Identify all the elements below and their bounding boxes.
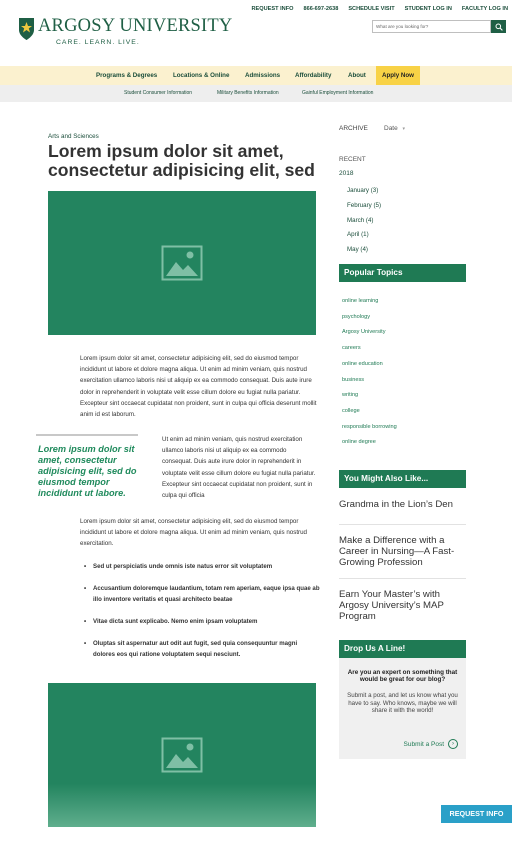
nav-programs-degrees[interactable]: Programs & Degrees xyxy=(96,72,158,79)
student-login-link[interactable]: STUDENT LOG IN xyxy=(404,6,452,12)
article-bullet-list xyxy=(84,561,320,671)
search-bar xyxy=(372,20,506,33)
topic-link[interactable]: writing xyxy=(342,392,359,399)
date-select-value: Date xyxy=(384,125,398,132)
archive-months xyxy=(347,184,381,258)
sub-nav xyxy=(0,85,512,102)
article-paragraph-3: Lorem ipsum dolor sit amet, consectetur adipisicing elit, sed do eiusmod tempor incididunt ut labore et dolore magna aliqua. Ut enim ad minim veniam, quis nostrud exercitation. xyxy=(80,518,307,548)
pull-quote-text: Lorem ipsum dolor sit amet, consectetur adipisicing elit, sed do eiusmod tempor incididunt ut labore. xyxy=(38,444,137,498)
drop-us-a-line-header: Drop Us A Line! xyxy=(339,640,466,658)
related-post-link[interactable]: Make a Difference with a Career in Nursing—A Fast-Growing Profession xyxy=(339,525,466,579)
related-posts-header: You Might Also Like... xyxy=(339,470,466,488)
pull-quote xyxy=(36,434,138,499)
topic-link[interactable]: careers xyxy=(342,345,361,352)
secondary-image xyxy=(48,683,316,827)
hero-image xyxy=(48,191,316,335)
submit-post-link[interactable] xyxy=(404,739,458,749)
image-placeholder-icon xyxy=(161,245,203,281)
article-title: Lorem ipsum dolor sit amet, consectetur adipisicing elit, sed xyxy=(48,141,315,180)
topic-link[interactable]: Argosy University xyxy=(342,329,386,336)
request-info-link[interactable]: REQUEST INFO xyxy=(251,6,294,12)
list-item: • Oluptas sit aspernatur aut odit aut fugit, sed quia consequuntur magni dolores eos qui ratione voluptatem sequi nesciunt. xyxy=(84,638,320,660)
topic-link[interactable]: college xyxy=(342,407,360,414)
drop-question: Are you an expert on something that would be great for our blog? xyxy=(347,669,458,684)
topic-link[interactable]: online learning xyxy=(342,298,379,304)
schedule-visit-link[interactable]: SCHEDULE VISIT xyxy=(348,6,395,12)
article-category[interactable]: Arts and Sciences xyxy=(48,133,99,140)
topic-link[interactable]: online degree xyxy=(342,439,376,446)
nav-affordability[interactable]: Affordability xyxy=(295,72,332,79)
date-select[interactable] xyxy=(384,125,405,132)
search-button[interactable] xyxy=(491,20,506,33)
nav-admissions[interactable]: Admissions xyxy=(245,72,281,79)
archive-month-link[interactable]: March (4) xyxy=(347,216,374,224)
nav-locations-online[interactable]: Locations & Online xyxy=(173,72,230,79)
submit-post-label: Submit a Post xyxy=(403,740,444,748)
archive-year[interactable]: 2018 xyxy=(339,170,354,177)
topic-link[interactable]: responsible borrowing xyxy=(342,423,397,430)
drop-description: Submit a post, and let us know what you have to say. Who knows, maybe we will share it with the world! xyxy=(347,692,458,714)
archive-month-link[interactable]: January (3) xyxy=(347,187,379,194)
popular-topics-header: Popular Topics xyxy=(339,264,466,282)
recent-label: RECENT xyxy=(339,156,366,163)
phone-link[interactable]: 866-697-2638 xyxy=(303,6,339,12)
chevron-down-icon: ▾ xyxy=(402,126,406,132)
shield-logo-icon xyxy=(18,17,35,41)
archive-month-link[interactable]: February (5) xyxy=(347,201,382,209)
subnav-student-consumer[interactable]: Student Consumer Information xyxy=(124,90,193,96)
logo-tagline: CARE. LEARN. LIVE. xyxy=(56,39,140,46)
subnav-gainful-employment[interactable]: Gainful Employment Information xyxy=(302,90,374,96)
archive-label: ARCHIVE xyxy=(339,125,368,132)
main-nav xyxy=(0,66,512,85)
utility-nav xyxy=(252,6,508,12)
image-placeholder-icon xyxy=(161,737,203,773)
nav-about[interactable]: About xyxy=(348,72,366,79)
related-posts xyxy=(339,490,466,632)
subnav-military-benefits[interactable]: Military Benefits Information xyxy=(217,90,279,96)
related-post-link[interactable]: Earn Your Master’s with Argosy University’s MAP Program xyxy=(339,589,444,622)
list-item: • Vitae dicta sunt explicabo. Nemo enim ipsam voluptatem xyxy=(84,616,320,627)
list-item: • Accusantium doloremque laudantium, totam rem aperiam, eaque ipsa quae ab illo inventore veritatis et quasi architecto beatae xyxy=(84,583,320,605)
faculty-login-link[interactable]: FACULTY LOG IN xyxy=(461,6,508,12)
archive-month-link[interactable]: May (4) xyxy=(347,246,368,254)
chevron-right-icon: › xyxy=(448,739,458,749)
apply-now-button[interactable]: Apply Now xyxy=(376,66,420,85)
related-post-link[interactable]: Grandma in the Lion’s Den xyxy=(339,490,466,525)
popular-topics-list xyxy=(342,294,397,451)
topic-link[interactable]: online education xyxy=(342,360,383,367)
article-paragraph-1: Lorem ipsum dolor sit amet, consectetur adipisicing elit, sed do eiusmod tempor incididunt ut labore et dolore magna aliqua. Ut enim ad minim veniam, quis nostrud exercitation ullamco laboris nisi ut aliquip ex ea commodo consequat. Duis aute irure dolor in reprehenderit in voluptate velit esse cillum dolore eu fugiat nulla pariatur. Excepteur sint occaecat cupidatat non proident, sunt in culpa qui officia deserunt mollit anim id est laborum. xyxy=(80,355,317,419)
search-icon xyxy=(495,23,503,31)
logo-name: ARGOSY UNIVERSITY xyxy=(38,16,233,36)
search-input[interactable]: What are you looking for? xyxy=(372,20,491,33)
site-logo[interactable] xyxy=(18,17,232,46)
request-info-button[interactable]: REQUEST INFO xyxy=(441,805,512,823)
topic-link[interactable]: business xyxy=(342,376,365,383)
topic-link[interactable]: psychology xyxy=(342,313,370,320)
drop-us-a-line-box xyxy=(339,658,466,759)
archive-month-link[interactable]: April (1) xyxy=(347,231,369,239)
list-item: • Sed ut perspiciatis unde omnis iste natus error sit voluptatem xyxy=(84,561,320,572)
article-paragraph-2: Ut enim ad minim veniam, quis nostrud exercitation ullamco laboris nisi ut aliquip ex ea commodo consequat. Duis aute irure dolor in reprehenderit in voluptate velit esse cillum dolore eu fugiat nulla pariatur. Excepteur sint occaecat cupidatat non proident, sunt in culpa qui officia xyxy=(162,436,316,500)
